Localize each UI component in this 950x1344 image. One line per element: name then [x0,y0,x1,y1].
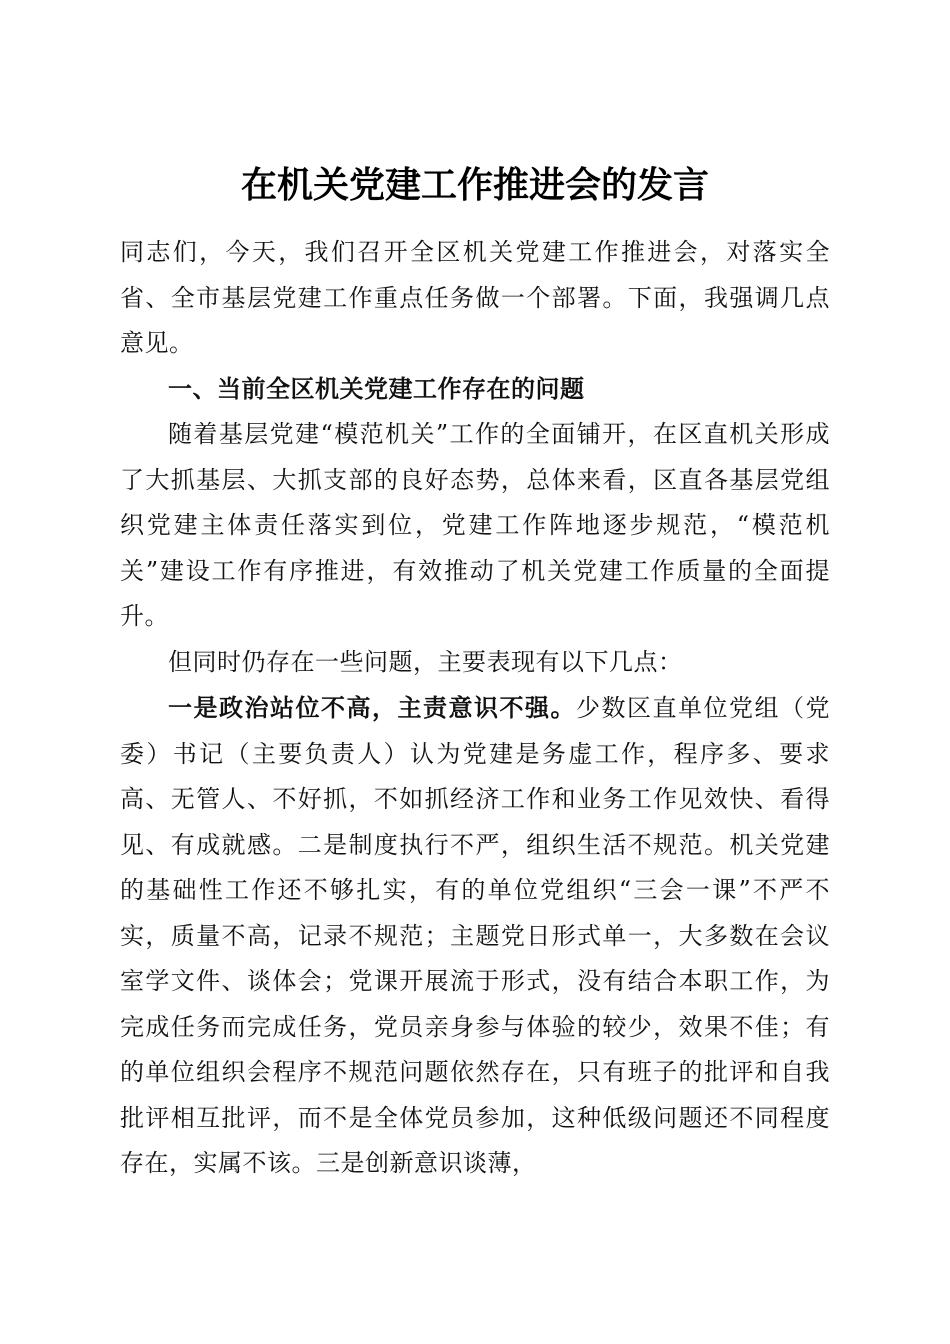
problem-one-lead: 一是政治站位不高，主责意识不强。 [168,693,576,722]
paragraph-situation: 随着基层党建“模范机关”工作的全面铺开，在区直机关形成了大抓基层、大抓支部的良好态势，总体来看，区直各基层党组织党建主体责任落实到位，党建工作阵地逐步规范，“模范机关”建设工作有序推进，有效推动了机关党建工作质量的全面提升。 [120,420,830,630]
document-title: 在机关党建工作推进会的发言 [240,164,709,207]
document-body [120,230,830,1187]
section-heading: 一、当前全区机关党建工作存在的问题 [168,374,585,403]
problems-detail: 少数区直单位党组（党委）书记（主要负责人）认为党建是务虚工作，程序多、要求高、无管人、不好抓，不如抓经济工作和业务工作见效快、看得见、有成就感。二是制度执行不严，组织生活不规范。机关党建的基础性工作还不够扎实，有的单位党组织“三会一课”不严不实，质量不高，记录不规范；主题党日形式单一，大多数在会议室学文件、谈体会；党课开展流于形式，没有结合本职工作，为完成任务而完成任务，党员亲身参与体验的较少，效果不佳；有的单位组织会程序不规范问题依然存在，只有班子的批评和自我批评相互批评，而不是全体党员参加，这种低级问题还不同程度存在，实属不该。三是创新意识谈薄， [120,694,830,1177]
intro-paragraph: 同志们，今天，我们召开全区机关党建工作推进会，对落实全省、全市基层党建工作重点任务做一个部署。下面，我强调几点意见。 [120,238,830,357]
paragraph-problems [120,685,830,1187]
paragraph-problems-intro: 但同时仍存在一些问题，主要表现有以下几点： [168,647,683,676]
